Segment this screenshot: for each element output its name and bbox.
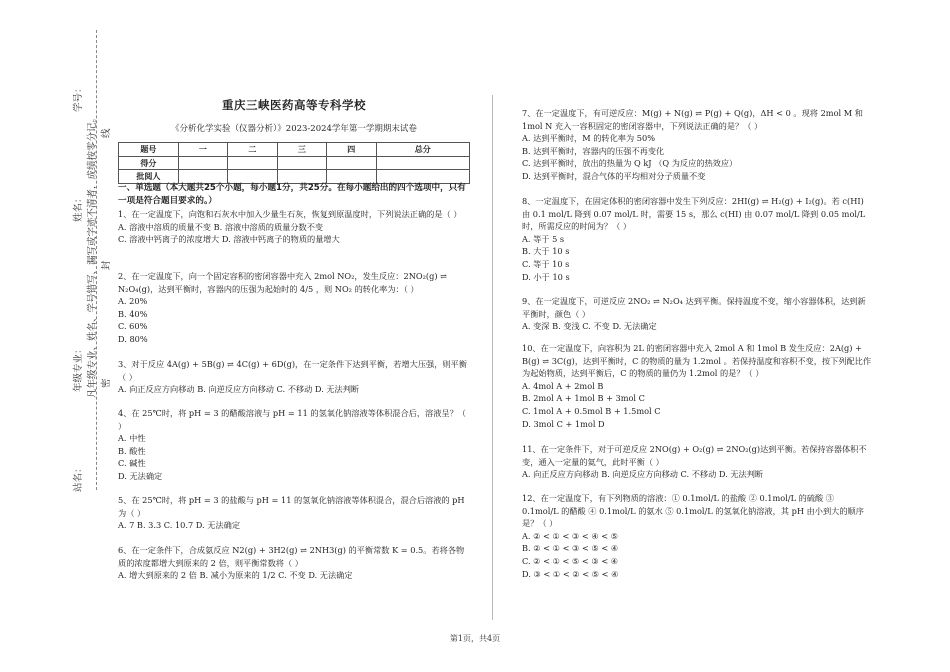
- score-cell[interactable]: [277, 156, 326, 170]
- question-12: [522, 492, 872, 580]
- option-d: D. 小于 10 s: [522, 271, 570, 282]
- score-cell[interactable]: [228, 156, 277, 170]
- option-c: C. 60%: [118, 321, 148, 332]
- option-c: C. 1mol A + 0.5mol B + 1.5mol C: [522, 405, 661, 416]
- option-b: B. 2mol A + 1mol B + 3mol C: [522, 393, 645, 404]
- reviewer-row-label: 批阅人: [119, 170, 179, 184]
- option-d: D. 无法确定: [118, 470, 163, 481]
- question-text: 9、在一定温度下，可逆反应 2NO₂ ⇌ N₂O₄ 达到平衡。保持温度不变，缩小容器体积，达到新平衡时，颜色（ ）: [522, 296, 866, 319]
- name-label: 姓名：: [73, 193, 84, 222]
- question-4: [118, 407, 470, 483]
- student-id-label: 学号：: [73, 83, 84, 112]
- exam-subtitle: 《分析化学实验（仪器分析）》2023-2024学年第一学期期末试卷: [171, 124, 417, 134]
- score-cell[interactable]: [376, 156, 469, 170]
- question-2: [118, 270, 470, 346]
- question-text: 4、在 25℃时，将 pH = 3 的醋酸溶液与 pH = 11 的氢氧化钠溶液等体积混合后，溶液呈？（ ）: [118, 408, 466, 431]
- option-d: D. 3mol C + 1mol D: [522, 418, 605, 429]
- option-a: A. 20%: [118, 296, 148, 307]
- seal-mi-mark: 密: [101, 378, 112, 388]
- question-8: [522, 195, 872, 283]
- option-b: B. 大于 10 s: [522, 246, 570, 257]
- question-9: [522, 295, 872, 333]
- option-c: C. 等于 10 s: [522, 258, 570, 269]
- page-number: 第1页，共4页: [449, 634, 501, 643]
- question-options: A. 7 B. 3.3 C. 10.7 D. 无法确定: [118, 520, 241, 531]
- seal-feng-mark: 封: [101, 260, 112, 270]
- question-text: 10、在一定温度下，向容积为 2L 的密闭容器中充入 2mol A 和 1mol B 发生反应：2A(g) + B(g) ⇌ 3C(g)，达到平衡时，C 的物质的量为 1.2mol 。若保持温度和容积不变，按下列配比作为起始物质，达到平衡后，C 的物质的量仍为 1.2mol 的是？（ ）: [522, 343, 872, 379]
- table-header-cell: 一: [178, 143, 227, 157]
- score-cell[interactable]: [178, 156, 227, 170]
- question-options: A. 向正反应方向移动 B. 向逆反应方向移动 C. 不移动 D. 无法判断: [118, 384, 360, 395]
- question-7: [522, 107, 872, 183]
- section-heading: 一、单选题（本大题共25个小题，每小题1分，共25分。在每小题给出的四个选项中，只有一项是符合题目要求的。）: [118, 183, 466, 206]
- question-text: 1、在一定温度下，向饱和石灰水中加入少量生石灰，恢复到原温度时，下列说法正确的是（ ）: [118, 209, 462, 219]
- question-3: [118, 358, 470, 396]
- score-table: [118, 142, 470, 184]
- option-d: D. 80%: [118, 333, 148, 344]
- option-b: B. ② < ① < ③ < ⑤ < ④: [522, 543, 619, 554]
- score-row-label: 得分: [119, 156, 179, 170]
- question-text: 3、对于反应 4A(g) + 5B(g) ⇌ 4C(g) + 6D(g)，在一定条件下达到平衡，若增大压强，则平衡（ ）: [118, 359, 467, 382]
- question-options: A. 向正反应方向移动 B. 向逆反应方向移动 C. 不移动 D. 无法判断: [522, 469, 764, 480]
- option-a: A. 达到平衡时，M 的转化率为 50%: [522, 133, 655, 144]
- question-text: 8、一定温度下，在固定体积的密闭容器中发生下列反应：2HI(g) ⇌ H₂(g) + I₂(g)。若 c(HI) 由 0.1 mol/L 降到 0.07 mol/L 时，需要 15 s，那么 c(HI) 由 0.07 mol/L 降到 0.05 mol/L 时，所需反应的时间为？（ ）: [522, 196, 866, 232]
- option-d: D. ③ < ① < ② < ⑤ < ④: [522, 568, 619, 579]
- question-10: [522, 342, 872, 430]
- binding-margin: [0, 0, 110, 672]
- option-c: C. ② < ① < ⑤ < ③ < ④: [522, 555, 619, 566]
- option-c: C. 碱性: [118, 458, 146, 469]
- option-d: D. 达到平衡时，混合气体的平均相对分子质量不变: [522, 170, 706, 181]
- option-a: A. 中性: [118, 433, 146, 444]
- school-label: 站名：: [73, 463, 84, 492]
- question-1: [118, 208, 470, 246]
- binding-instruction: 凡年级专业、姓名、学号错写、漏写或字迹不清者，成绩按零分记。: [87, 112, 98, 398]
- question-text: 12、在一定温度下，有下列物质的溶液：① 0.1mol/L 的盐酸 ② 0.1mol/L 的硫酸 ③ 0.1mol/L 的醋酸 ④ 0.1mol/L 的氨水 ⑤ 0.1mol/L 的氢氧化钠溶液，其 pH 由小到大的顺序是？（ ）: [522, 493, 864, 529]
- option-b: B. 40%: [118, 308, 148, 319]
- school-title: 重庆三峡医药高等专科学校: [222, 98, 366, 112]
- question-text: 6、在一定条件下，合成氨反应 N2(g) + 3H2(g) ⇌ 2NH3(g) 的平衡常数 K = 0.5。若将各物质的浓度都增大到原来的 2 倍，则平衡常数将（ ）: [118, 545, 465, 568]
- question-options: C. 溶液中钙离子的浓度增大 D. 溶液中钙离子的物质的量增大: [118, 234, 340, 245]
- option-a: A. ② < ① < ③ < ④ < ⑤: [522, 530, 619, 541]
- question-11: [522, 443, 872, 481]
- table-row: [119, 143, 470, 157]
- question-text: 11、在一定条件下，对于可逆反应 2NO(g) + O₂(g) ⇌ 2NO₂(g)达到平衡。若保持容器体积不变，通入一定量的氦气，此时平衡（ ）: [522, 444, 867, 467]
- option-c: C. 达到平衡时，放出的热量为 Q kJ （Q 为反应的热效应）: [522, 158, 738, 169]
- question-text: 5、在 25℃时，将 pH = 3 的盐酸与 pH = 11 的氢氧化钠溶液等体积混合，混合后溶液的 pH 为（ ）: [118, 495, 465, 518]
- table-header-cell: 总分: [376, 143, 469, 157]
- table-header-cell: 三: [277, 143, 326, 157]
- option-b: B. 酸性: [118, 445, 146, 456]
- option-a: A. 等于 5 s: [522, 233, 565, 244]
- question-5: [118, 494, 470, 532]
- question-text: 7、在一定温度下，有可逆反应：M(g) + N(g) ⇌ P(g) + Q(g)，ΔH < 0 。现将 2mol M 和 1mol N 充入一容积固定的密闭容器中，下列说法正确的是？（ ）: [522, 108, 863, 131]
- table-header-cell: 四: [327, 143, 376, 157]
- question-text: 2、在一定温度下，向一个固定容积的密闭容器中充入 2mol NO₂，发生反应：2NO₂(g) ⇌ N₂O₄(g)，达到平衡时，容器内的压强为起始时的 4/5 ，则 NO₂ 的转化率为：（ ）: [118, 271, 447, 294]
- question-options: A. 溶液中溶质的质量不变 B. 溶液中溶质的质量分数不变: [118, 221, 324, 232]
- grade-major-label: 年级专业：: [73, 344, 84, 392]
- table-header-cell: 题号: [119, 143, 179, 157]
- table-row: [119, 156, 470, 170]
- option-a: A. 4mol A + 2mol B: [522, 380, 604, 391]
- table-header-cell: 二: [228, 143, 277, 157]
- question-options: A. 变深 B. 变浅 C. 不变 D. 无法确定: [522, 321, 657, 332]
- question-6: [118, 544, 470, 582]
- question-options: A. 增大到原来的 2 倍 B. 减小为原来的 1/2 C. 不变 D. 无法确定: [118, 570, 353, 581]
- score-cell[interactable]: [327, 156, 376, 170]
- seal-xian-mark: 线: [101, 128, 112, 138]
- column-divider: [492, 95, 493, 620]
- binding-dashed-line: [96, 30, 97, 490]
- option-b: B. 达到平衡时，容器内的压强不再变化: [522, 145, 665, 156]
